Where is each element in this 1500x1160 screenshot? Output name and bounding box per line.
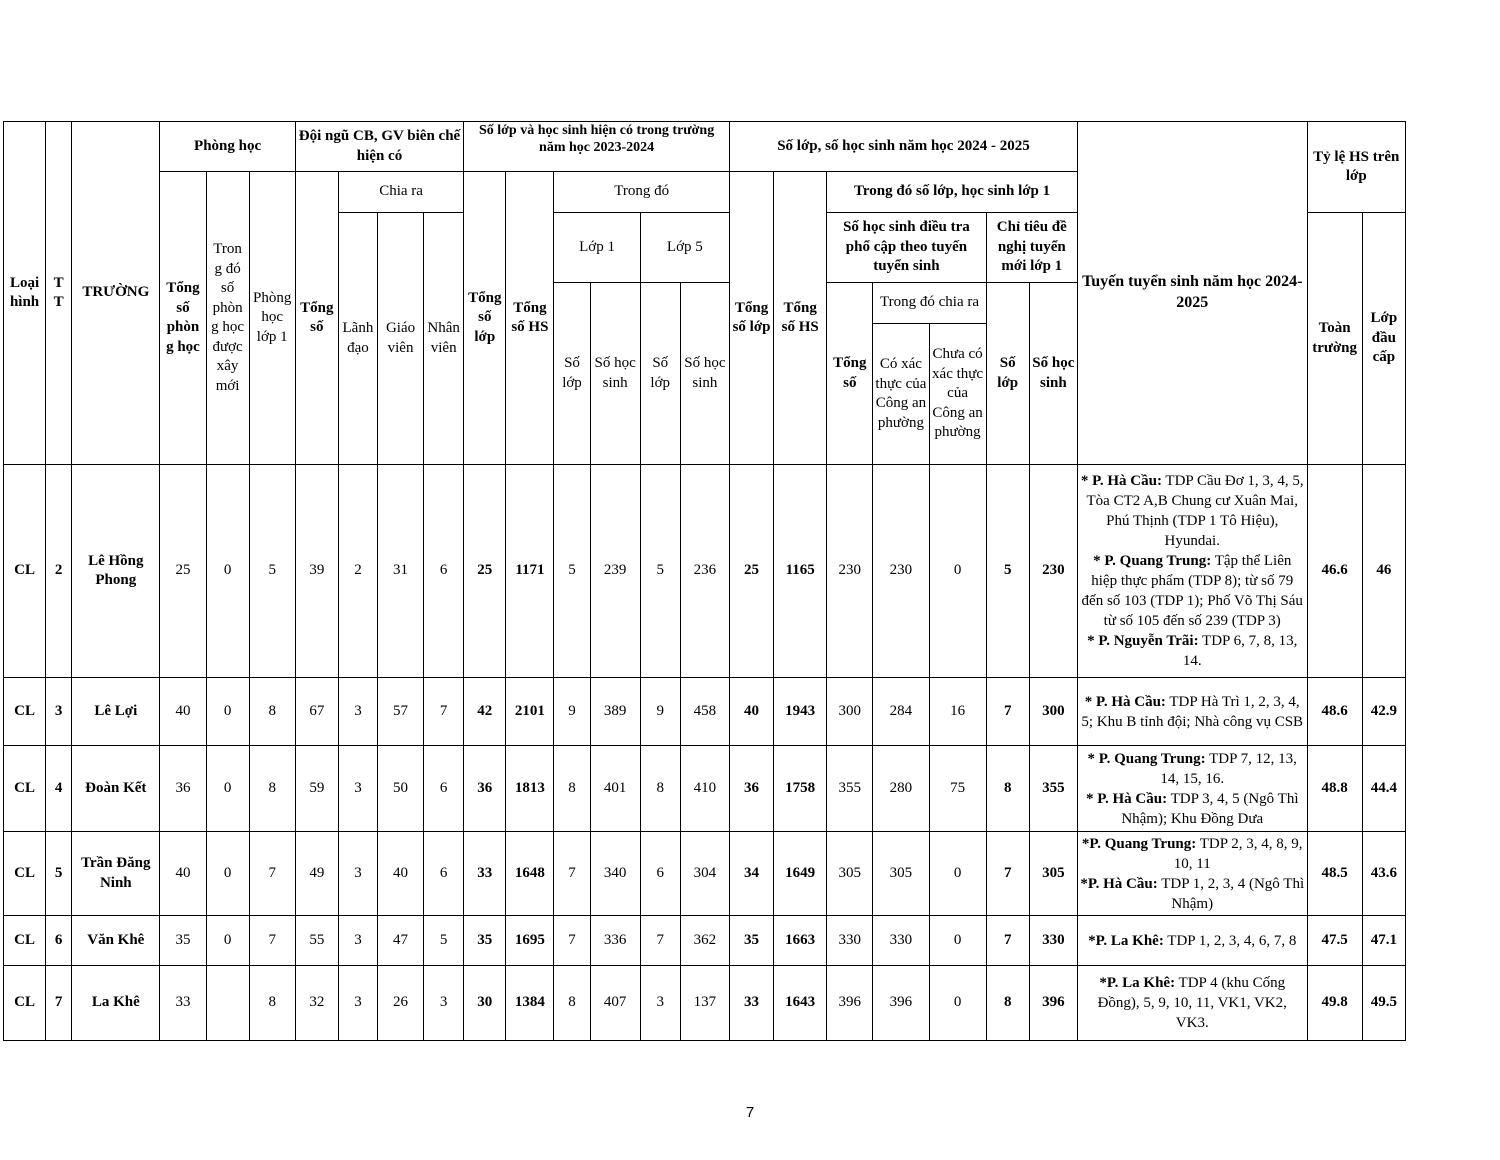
cell-n-tong-lop: 35 <box>729 916 773 966</box>
cell-c-tong-hs: 1171 <box>506 465 554 678</box>
cell-n-tong-hs: 1165 <box>774 465 827 678</box>
cell-dt-tong: 396 <box>827 966 873 1041</box>
cell-dn-tong: 32 <box>295 966 338 1041</box>
cell-dn-giao-vien: 31 <box>377 465 423 678</box>
cell-dt-tong: 330 <box>827 916 873 966</box>
tuyen-area-label: *P. La Khê: <box>1099 975 1176 991</box>
header-trong-do-xay-moi: Tron g đó số phòn g học được xây mới <box>206 172 249 465</box>
header-loai-hinh: Loại hình <box>4 122 46 465</box>
header-l1-so-hs: Số học sinh <box>590 283 640 465</box>
cell-tuyen <box>1077 916 1307 966</box>
header-c-tong-so-hs: Tổng số HS <box>506 172 554 465</box>
cell-ty-le-lop-dau-cap: 43.6 <box>1362 832 1405 916</box>
cell-ct-so-hs: 300 <box>1029 678 1077 746</box>
school-data-table <box>3 121 1406 1041</box>
cell-dn-lanh-dao: 3 <box>338 916 377 966</box>
tuyen-area-detail: TDP 3, 4, 5 (Ngô Thì Nhậm); Khu Đồng Dưa <box>1121 790 1299 827</box>
tuyen-line <box>1080 631 1305 671</box>
header-tong-so-phong-hoc: Tổng số phòn g học <box>160 172 206 465</box>
header-ty-le: Tỷ lệ HS trên lớp <box>1307 122 1405 213</box>
cell-ty-le-toan-truong: 48.5 <box>1307 832 1362 916</box>
tuyen-area-detail: TDP 1, 2, 3, 4, 6, 7, 8 <box>1163 932 1297 949</box>
tuyen-area-detail: TDP 7, 12, 13, 14, 15, 16. <box>1160 750 1297 787</box>
cell-dt-co-xac-thuc: 230 <box>873 465 929 678</box>
cell-dn-nhan-vien: 5 <box>424 916 464 966</box>
cell-tuyen <box>1077 832 1307 916</box>
cell-phong-lop1: 7 <box>249 916 295 966</box>
cell-dn-nhan-vien: 3 <box>424 966 464 1041</box>
cell-phong-moi <box>206 966 249 1041</box>
cell-n-tong-hs: 1943 <box>774 678 827 746</box>
cell-c-tong-hs: 1695 <box>506 916 554 966</box>
cell-c-l5-hs: 410 <box>680 746 729 832</box>
cell-dn-giao-vien: 57 <box>377 678 423 746</box>
cell-ct-so-hs: 230 <box>1029 465 1077 678</box>
cell-dt-co-xac-thuc: 396 <box>873 966 929 1041</box>
cell-c-l1-hs: 336 <box>590 916 640 966</box>
header-n-tong-so-lop: Tổng số lớp <box>729 172 773 465</box>
cell-dn-nhan-vien: 6 <box>424 465 464 678</box>
cell-c-l5-lop: 3 <box>640 966 680 1041</box>
cell-c-tong-lop: 35 <box>464 916 506 966</box>
tuyen-line <box>1080 931 1305 951</box>
tuyen-area-label: * P. Hà Cầu: <box>1084 693 1166 710</box>
cell-c-l1-hs: 401 <box>590 746 640 832</box>
cell-dn-lanh-dao: 3 <box>338 966 377 1041</box>
tuyen-area-detail: TDP Cầu Đơ 1, 3, 4, 5, Tòa CT2 A,B Chung cư Xuân Mai, Phú Thịnh (TDP 1 Tô Hiệu), Hyundai. <box>1086 473 1304 549</box>
cell-tt: 3 <box>46 678 72 746</box>
header-l5-so-hs: Số học sinh <box>680 283 729 465</box>
header-ct-so-hs: Số học sinh <box>1029 283 1077 465</box>
cell-ct-so-hs: 355 <box>1029 746 1077 832</box>
cell-phong-tong: 40 <box>160 678 206 746</box>
cell-truong: Đoàn Kết <box>72 746 160 832</box>
cell-c-l1-hs: 407 <box>590 966 640 1041</box>
header-tuyen-tuyen-sinh: Tuyến tuyển sinh năm học 2024-2025 <box>1077 122 1307 465</box>
cell-c-l5-lop: 7 <box>640 916 680 966</box>
cell-dn-lanh-dao: 3 <box>338 832 377 916</box>
cell-tuyen <box>1077 465 1307 678</box>
tuyen-area-label: * P. Quang Trung: <box>1087 750 1206 767</box>
cell-n-tong-hs: 1663 <box>774 916 827 966</box>
cell-dt-chua-xac-thuc: 0 <box>929 966 986 1041</box>
cell-n-tong-hs: 1643 <box>774 966 827 1041</box>
tuyen-area-label: * P. Hà Cầu: <box>1085 790 1168 807</box>
header-lop5: Lớp 5 <box>640 213 729 283</box>
cell-ct-so-lop: 8 <box>986 966 1029 1041</box>
cell-phong-tong: 36 <box>160 746 206 832</box>
cell-dt-co-xac-thuc: 284 <box>873 678 929 746</box>
header-phong-hoc-lop1: Phòng học lớp 1 <box>249 172 295 465</box>
cell-ty-le-toan-truong: 47.5 <box>1307 916 1362 966</box>
cell-loai-hinh: CL <box>4 465 46 678</box>
header-chua-xac-thuc: Chưa có xác thực của Công an phường <box>929 324 986 465</box>
tuyen-line <box>1080 789 1305 829</box>
cell-dn-lanh-dao: 3 <box>338 746 377 832</box>
header-trong-do: Trong đó <box>554 172 730 213</box>
cell-ct-so-hs: 330 <box>1029 916 1077 966</box>
header-so-hs-dieu-tra: Số học sinh điều tra phổ cập theo tuyến tuyển sinh <box>827 213 986 283</box>
cell-n-tong-lop: 34 <box>729 832 773 916</box>
cell-dt-tong: 230 <box>827 465 873 678</box>
cell-c-tong-hs: 2101 <box>506 678 554 746</box>
cell-ty-le-toan-truong: 49.8 <box>1307 966 1362 1041</box>
cell-c-l5-lop: 9 <box>640 678 680 746</box>
cell-phong-lop1: 8 <box>249 746 295 832</box>
cell-loai-hinh: CL <box>4 832 46 916</box>
cell-tt: 7 <box>46 966 72 1041</box>
header-nhan-vien: Nhân viên <box>424 213 464 465</box>
table-row <box>4 746 1406 832</box>
header-phong-hoc: Phòng học <box>160 122 295 172</box>
cell-n-tong-lop: 33 <box>729 966 773 1041</box>
cell-dt-chua-xac-thuc: 0 <box>929 465 986 678</box>
cell-dt-chua-xac-thuc: 0 <box>929 832 986 916</box>
cell-dn-tong: 67 <box>295 678 338 746</box>
cell-c-tong-lop: 36 <box>464 746 506 832</box>
cell-tuyen <box>1077 746 1307 832</box>
header-co-xac-thuc: Có xác thực của Công an phường <box>873 324 929 465</box>
cell-c-tong-hs: 1813 <box>506 746 554 832</box>
cell-loai-hinh: CL <box>4 678 46 746</box>
cell-n-tong-hs: 1649 <box>774 832 827 916</box>
cell-ct-so-lop: 7 <box>986 832 1029 916</box>
header-l1-so-lop: Số lớp <box>554 283 590 465</box>
tuyen-area-detail: TDP 2, 3, 4, 8, 9, 10, 11 <box>1173 835 1303 872</box>
cell-c-l1-lop: 5 <box>554 465 590 678</box>
cell-ct-so-lop: 7 <box>986 678 1029 746</box>
cell-dn-giao-vien: 40 <box>377 832 423 916</box>
table-row <box>4 916 1406 966</box>
tuyen-line <box>1080 551 1305 631</box>
tuyen-area-label: *P. Quang Trung: <box>1081 835 1197 852</box>
cell-n-tong-hs: 1758 <box>774 746 827 832</box>
cell-dn-lanh-dao: 3 <box>338 678 377 746</box>
cell-phong-lop1: 7 <box>249 832 295 916</box>
tuyen-area-detail: TDP 4 (khu Cống Đồng), 5, 9, 10, 11, VK1, VK2, VK3. <box>1097 975 1287 1031</box>
cell-ty-le-lop-dau-cap: 47.1 <box>1362 916 1405 966</box>
header-dt-tong-so: Tổng số <box>827 283 873 465</box>
cell-phong-tong: 25 <box>160 465 206 678</box>
cell-truong: Trần Đăng Ninh <box>72 832 160 916</box>
cell-c-l5-hs: 137 <box>680 966 729 1041</box>
cell-c-l5-lop: 5 <box>640 465 680 678</box>
cell-loai-hinh: CL <box>4 746 46 832</box>
cell-c-l5-hs: 236 <box>680 465 729 678</box>
cell-dn-nhan-vien: 7 <box>424 678 464 746</box>
cell-ct-so-lop: 7 <box>986 916 1029 966</box>
cell-dn-tong: 39 <box>295 465 338 678</box>
cell-dt-co-xac-thuc: 280 <box>873 746 929 832</box>
cell-c-l1-hs: 340 <box>590 832 640 916</box>
header-giao-vien: Giáo viên <box>377 213 423 465</box>
header-ct-so-lop: Số lớp <box>986 283 1029 465</box>
table-row <box>4 678 1406 746</box>
tuyen-area-label: * P. Hà Cầu: <box>1080 473 1162 489</box>
cell-dt-chua-xac-thuc: 16 <box>929 678 986 746</box>
cell-tuyen <box>1077 966 1307 1041</box>
cell-dn-giao-vien: 50 <box>377 746 423 832</box>
tuyen-area-detail: Tập thể Liên hiệp thực phẩm (TDP 8); từ số 79 đến số 103 (TDP 1); Phố Võ Thị Sáu từ số 105 đến số 239 (TDP 3) <box>1081 553 1303 629</box>
cell-c-l5-lop: 6 <box>640 832 680 916</box>
header-lop-dau-cap: Lớp đầu cấp <box>1362 213 1405 465</box>
cell-tt: 5 <box>46 832 72 916</box>
header-chi-tieu: Chỉ tiêu đề nghị tuyển mới lớp 1 <box>986 213 1077 283</box>
table-row <box>4 465 1406 678</box>
tuyen-line <box>1080 692 1305 732</box>
cell-loai-hinh: CL <box>4 966 46 1041</box>
cell-ty-le-lop-dau-cap: 44.4 <box>1362 746 1405 832</box>
cell-ty-le-lop-dau-cap: 46 <box>1362 465 1405 678</box>
cell-dt-tong: 355 <box>827 746 873 832</box>
cell-ct-so-hs: 396 <box>1029 966 1077 1041</box>
cell-dn-tong: 55 <box>295 916 338 966</box>
cell-phong-moi: 0 <box>206 678 249 746</box>
tuyen-area-detail: TDP Hà Trì 1, 2, 3, 4, 5; Khu B tỉnh đội; Nhà công vụ CSB <box>1081 693 1304 730</box>
cell-truong: Lê Hồng Phong <box>72 465 160 678</box>
cell-n-tong-lop: 36 <box>729 746 773 832</box>
cell-c-tong-lop: 42 <box>464 678 506 746</box>
header-doi-ngu: Đội ngũ CB, GV biên chế hiện có <box>295 122 463 172</box>
header-tt: T T <box>46 122 72 465</box>
cell-phong-lop1: 5 <box>249 465 295 678</box>
cell-c-tong-hs: 1384 <box>506 966 554 1041</box>
cell-phong-tong: 40 <box>160 832 206 916</box>
tuyen-area-label: * P. Nguyễn Trãi: <box>1087 633 1199 649</box>
cell-phong-lop1: 8 <box>249 966 295 1041</box>
header-chia-ra: Chia ra <box>338 172 463 213</box>
header-lop1: Lớp 1 <box>554 213 640 283</box>
cell-ct-so-hs: 305 <box>1029 832 1077 916</box>
cell-c-l5-lop: 8 <box>640 746 680 832</box>
tuyen-area-detail: TDP 1, 2, 3, 4 (Ngô Thì Nhậm) <box>1157 875 1305 912</box>
cell-phong-moi: 0 <box>206 465 249 678</box>
cell-c-l1-hs: 239 <box>590 465 640 678</box>
cell-phong-moi: 0 <box>206 746 249 832</box>
cell-c-l1-hs: 389 <box>590 678 640 746</box>
cell-phong-moi: 0 <box>206 916 249 966</box>
cell-dn-nhan-vien: 6 <box>424 746 464 832</box>
tuyen-area-label: *P. La Khê: <box>1088 932 1164 949</box>
tuyen-line <box>1080 471 1305 551</box>
cell-tuyen <box>1077 678 1307 746</box>
cell-c-tong-hs: 1648 <box>506 832 554 916</box>
header-so-lop-hs-hien-co: Số lớp và học sinh hiện có trong trường năm học 2023-2024 <box>464 122 730 172</box>
tuyen-area-label: *P. Hà Cầu: <box>1080 875 1158 892</box>
cell-dn-giao-vien: 26 <box>377 966 423 1041</box>
cell-truong: Lê Lợi <box>72 678 160 746</box>
cell-tt: 4 <box>46 746 72 832</box>
cell-dt-co-xac-thuc: 305 <box>873 832 929 916</box>
cell-c-l5-hs: 362 <box>680 916 729 966</box>
cell-ty-le-lop-dau-cap: 49.5 <box>1362 966 1405 1041</box>
header-truong: TRƯỜNG <box>72 122 160 465</box>
cell-ty-le-toan-truong: 48.8 <box>1307 746 1362 832</box>
header-toan-truong: Toàn trường <box>1307 213 1362 465</box>
cell-dn-tong: 49 <box>295 832 338 916</box>
page-number: 7 <box>745 1104 755 1121</box>
cell-truong: Văn Khê <box>72 916 160 966</box>
cell-c-tong-lop: 25 <box>464 465 506 678</box>
header-lanh-dao: Lãnh đạo <box>338 213 377 465</box>
cell-c-l1-lop: 8 <box>554 966 590 1041</box>
cell-ct-so-lop: 5 <box>986 465 1029 678</box>
header-c-tong-so-lop: Tổng số lớp <box>464 172 506 465</box>
cell-c-tong-lop: 30 <box>464 966 506 1041</box>
cell-dt-tong: 300 <box>827 678 873 746</box>
cell-c-l5-hs: 458 <box>680 678 729 746</box>
cell-loai-hinh: CL <box>4 916 46 966</box>
cell-dn-giao-vien: 47 <box>377 916 423 966</box>
cell-ty-le-toan-truong: 46.6 <box>1307 465 1362 678</box>
cell-n-tong-lop: 25 <box>729 465 773 678</box>
cell-dn-lanh-dao: 2 <box>338 465 377 678</box>
header-trong-do-chia-ra: Trong đó chia ra <box>873 283 986 324</box>
cell-n-tong-lop: 40 <box>729 678 773 746</box>
tuyen-line <box>1080 749 1305 789</box>
header-n-tong-so-hs: Tổng số HS <box>774 172 827 465</box>
cell-dn-nhan-vien: 6 <box>424 832 464 916</box>
cell-ty-le-lop-dau-cap: 42.9 <box>1362 678 1405 746</box>
cell-ty-le-toan-truong: 48.6 <box>1307 678 1362 746</box>
cell-phong-tong: 35 <box>160 916 206 966</box>
cell-phong-tong: 33 <box>160 966 206 1041</box>
cell-ct-so-lop: 8 <box>986 746 1029 832</box>
table-body <box>4 465 1406 1041</box>
cell-tt: 6 <box>46 916 72 966</box>
cell-c-l1-lop: 7 <box>554 832 590 916</box>
cell-phong-moi: 0 <box>206 832 249 916</box>
header-dn-tong-so: Tổng số <box>295 172 338 465</box>
cell-dt-chua-xac-thuc: 0 <box>929 916 986 966</box>
cell-dt-co-xac-thuc: 330 <box>873 916 929 966</box>
cell-c-l1-lop: 9 <box>554 678 590 746</box>
cell-truong: La Khê <box>72 966 160 1041</box>
cell-tt: 2 <box>46 465 72 678</box>
tuyen-line <box>1080 874 1305 914</box>
cell-dt-chua-xac-thuc: 75 <box>929 746 986 832</box>
header-l5-so-lop: Số lớp <box>640 283 680 465</box>
table-row <box>4 832 1406 916</box>
cell-c-l5-hs: 304 <box>680 832 729 916</box>
cell-dt-tong: 305 <box>827 832 873 916</box>
tuyen-line <box>1080 973 1305 1033</box>
cell-c-l1-lop: 8 <box>554 746 590 832</box>
tuyen-area-label: * P. Quang Trung: <box>1093 553 1212 569</box>
header-trong-do-lop1: Trong đó số lớp, học sinh lớp 1 <box>827 172 1078 213</box>
cell-c-l1-lop: 7 <box>554 916 590 966</box>
tuyen-area-detail: TDP 6, 7, 8, 13, 14. <box>1182 633 1298 669</box>
cell-phong-lop1: 8 <box>249 678 295 746</box>
header-so-lop-hs-2024: Số lớp, số học sinh năm học 2024 - 2025 <box>729 122 1077 172</box>
cell-c-tong-lop: 33 <box>464 832 506 916</box>
cell-dn-tong: 59 <box>295 746 338 832</box>
tuyen-line <box>1080 834 1305 874</box>
table-row <box>4 966 1406 1041</box>
